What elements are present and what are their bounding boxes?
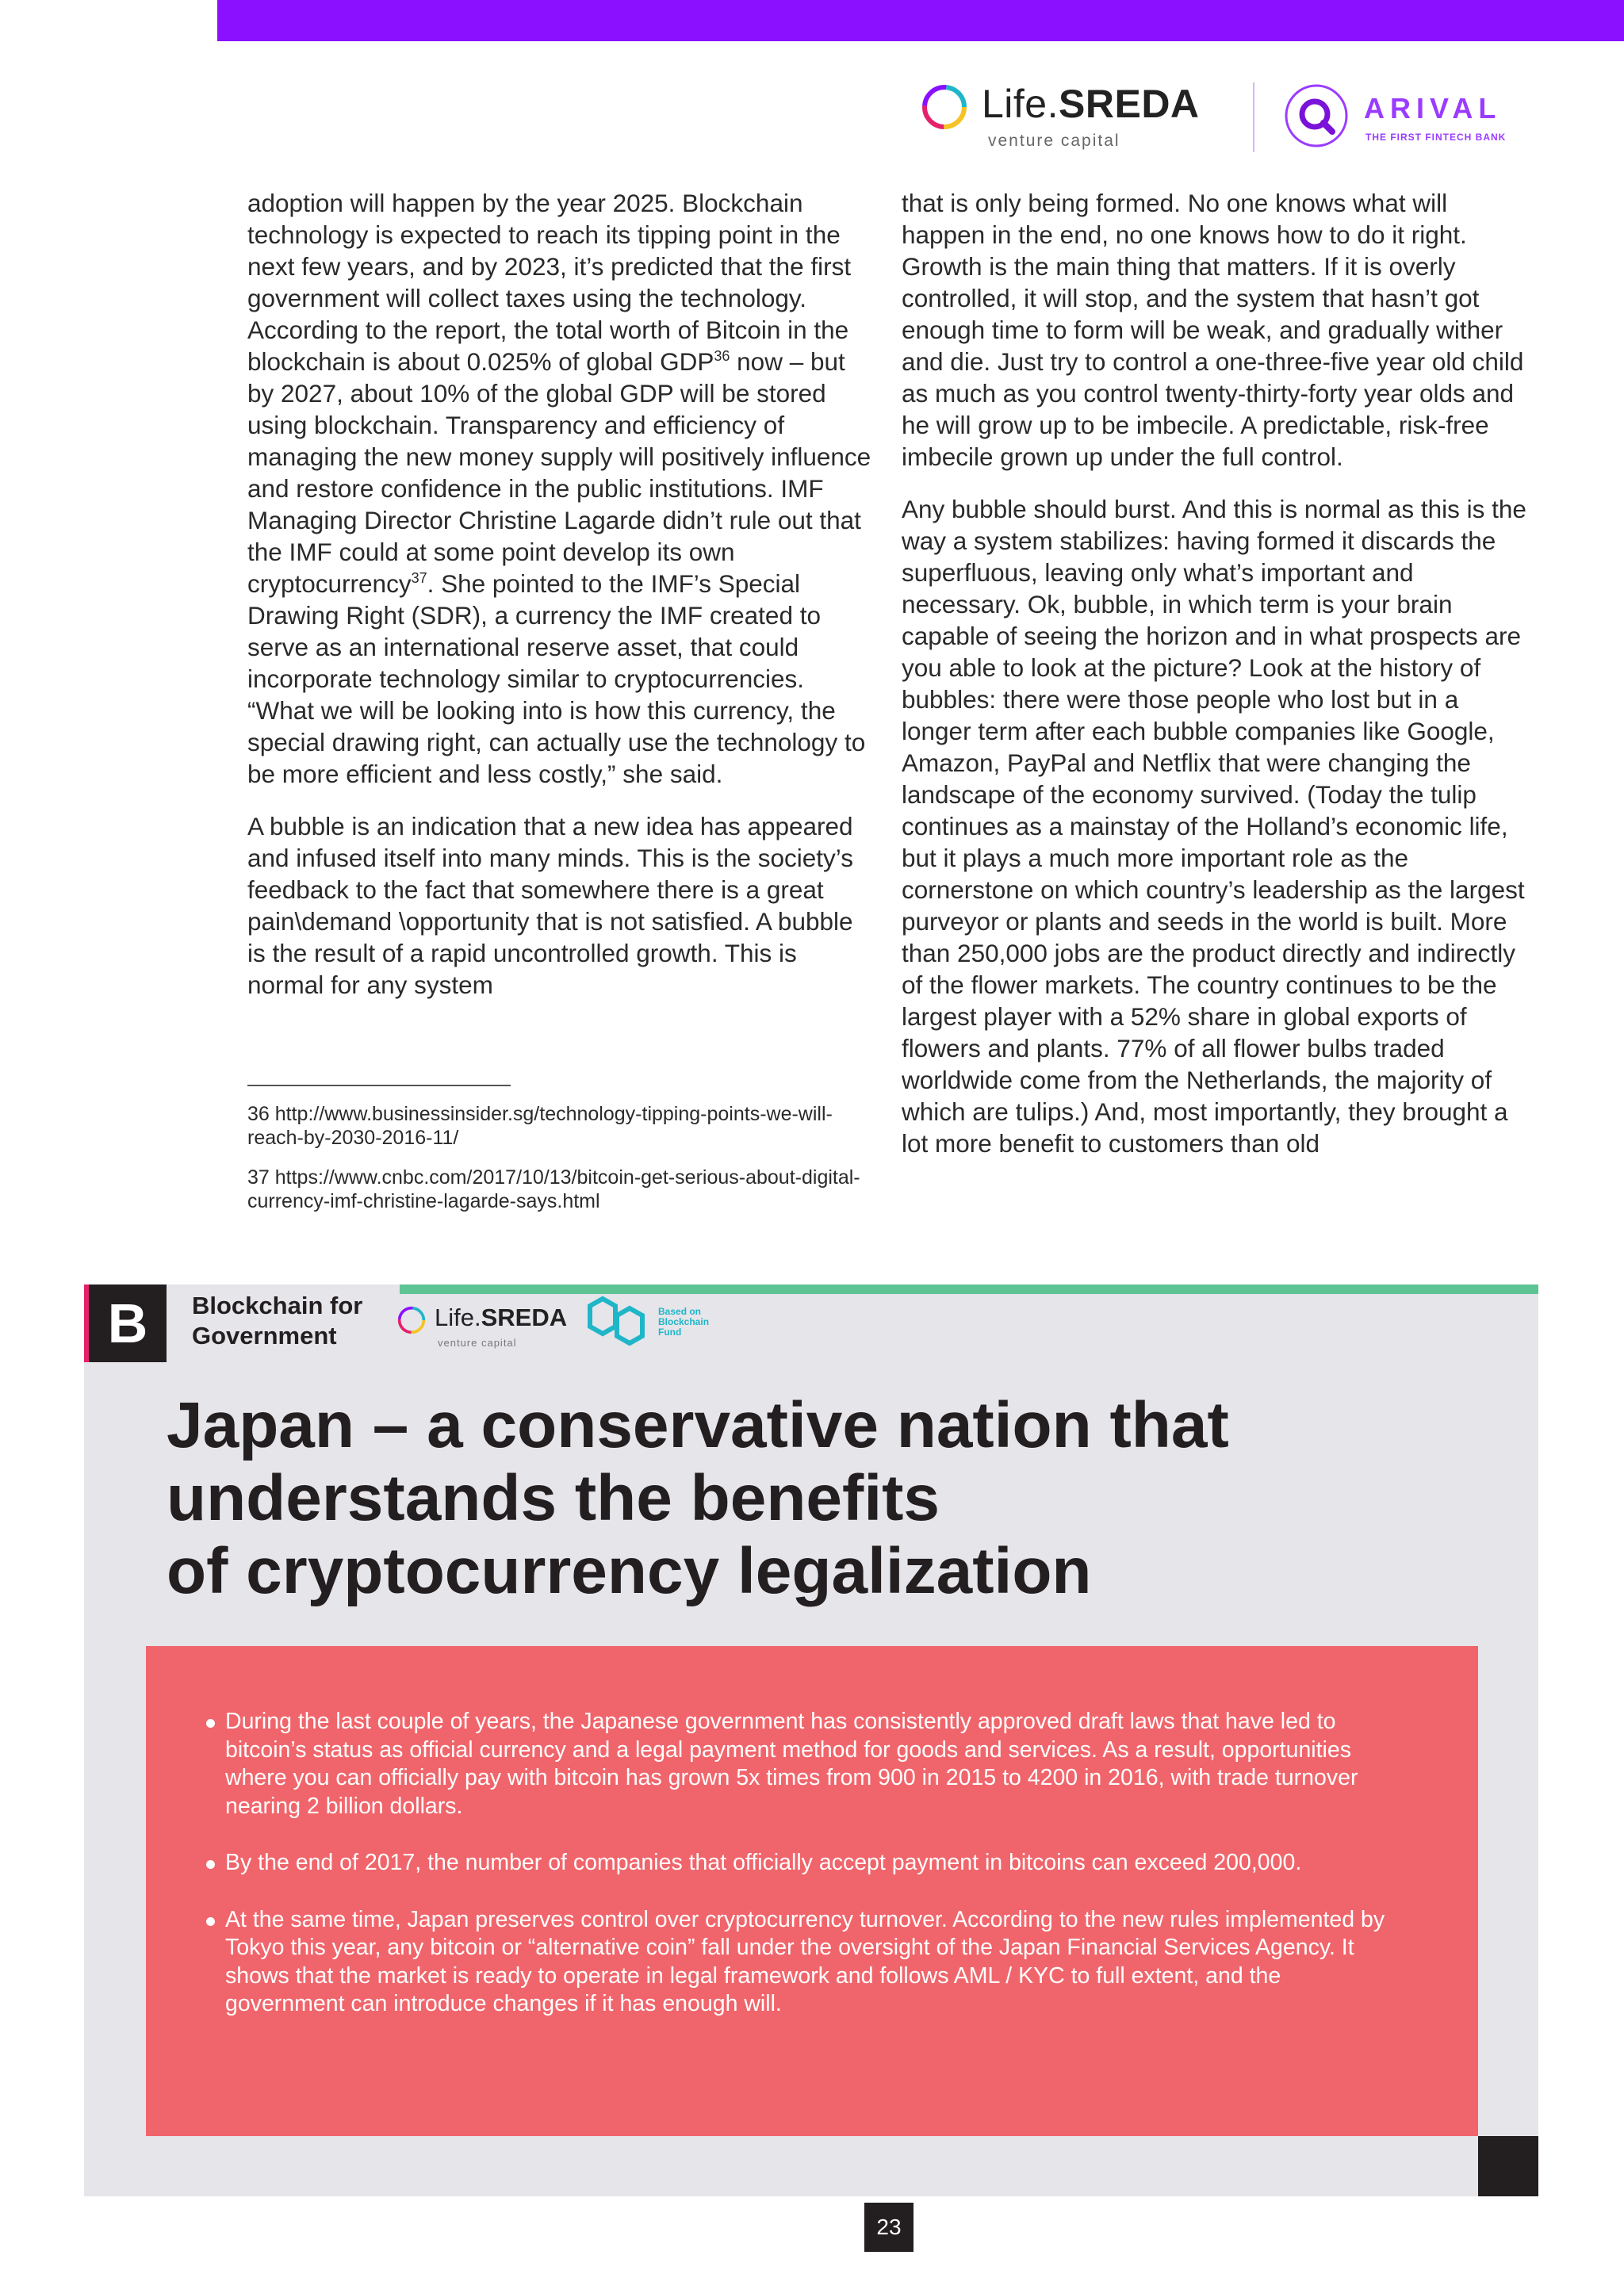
page-number: 23 xyxy=(864,2203,914,2252)
right-column xyxy=(902,187,1528,1180)
life-sreda-ring-icon xyxy=(396,1305,427,1335)
arival-wordmark: ARIVAL xyxy=(1364,92,1502,124)
based-on-blockchain-fund-logo xyxy=(587,1294,737,1350)
panel-title: Japan – a conservative nation that understands the benefits of cryptocurrency legalization xyxy=(167,1389,1229,1607)
list-item: By the end of 2017, the number of companies that officially accept payment in bitcoins can exceed 200,000. xyxy=(205,1849,1394,1878)
right-paragraph-2: Any bubble should burst. And this is normal as this is the way a system stabilizes: having formed it discards the superfluous, leaving only what’s important and necessary. Ok, bubble, in which term is your brain capable of seeing the horizon and in what prospects are you able to look at the picture? Look at the history of bubbles: there were those people who lost but in a longer term after each bubble companies like Google, Amazon, PayPal and Netflix that were changing the landscape of the economy survived. (Today the tulip continues as a mainstay of the Holland’s economic life, but it plays a much more important role as the cornerstone on which country’s leadership as the largest purveyor or plants and seeds in the world is built. More than 250,000 jobs are the product directly and indirectly of the flower markets. The country continues to be the largest player with a 52% share in global exports of flowers and plants. 77% of all flower bulbs traded worldwide come from the Netherlands, the majority of which are tulips.) And, most importantly, they brought a lot more benefit to customers than old xyxy=(902,495,1526,1158)
footnote-ref-36: 36 xyxy=(714,348,730,364)
bullet-list xyxy=(205,1708,1394,2047)
life-sreda-subtitle: venture capital xyxy=(988,132,1120,150)
panel-life-sreda-logo: Life.SREDA venture capital xyxy=(396,1304,571,1351)
section-letter-badge: B xyxy=(84,1284,167,1362)
footnote-divider xyxy=(247,1085,511,1086)
footnote-36: 36 http://www.businessinsider.sg/technology-tipping-points-we-will-reach-by-2030-2016-11/ xyxy=(247,1103,833,1149)
left-paragraph-1: adoption will happen by the year 2025. Blockchain technology is expected to reach its tipping point in the next few years, and by 2023, it’s predicted that the first government will collect taxes using the technology. According to the report, the total worth of Bitcoin in the blockchain is about 0.025% of global GDP$^{36}$ now – but by 2027, about 10% of the global GDP will be stored using blockchain. Transparency and efficiency of managing the new money supply will positively influence and restore confidence in the public institutions. IMF Managing Director Christine Lagarde didn’t rule out that the IMF could at some point develop its own cryptocurrency$^{37}$. She pointed to the IMF’s Special Drawing Right (SDR), a currency the IMF created to serve as an international reserve asset, that could incorporate technology similar to cryptocurrencies. “What we will be looking into is how this currency, the special drawing right, can actually use the technology to be more efficient and less costly,” she said. xyxy=(247,189,871,788)
life-sreda-ring-icon xyxy=(920,82,969,132)
left-column xyxy=(247,187,874,1021)
left-paragraph-2: A bubble is an indication that a new idea has appeared and infused itself into many minds. This is the society’s feedback to the fact that somewhere there is a great pain\demand \opportunity that is not satisfied. A bubble is the result of a rapid uncontrolled growth. This is normal for any system xyxy=(247,812,853,999)
header-divider xyxy=(1253,82,1254,152)
corner-block xyxy=(1478,2136,1538,2196)
footnotes xyxy=(247,1102,874,1229)
panel-green-rule xyxy=(400,1284,1538,1294)
footnote-ref-37: 37 xyxy=(411,570,427,586)
arival-tagline: THE FIRST FINTECH BANK xyxy=(1365,132,1507,143)
life-sreda-wordmark: Life.SREDA xyxy=(982,82,1200,126)
arival-logo xyxy=(1283,82,1521,154)
magnifier-icon xyxy=(1283,82,1350,149)
life-sreda-logo xyxy=(920,79,1205,155)
footnote-37: 37 https://www.cnbc.com/2017/10/13/bitcoin-get-serious-about-digital-currency-imf-christine-lagarde-says.html xyxy=(247,1166,860,1212)
bb-hexagon-icon xyxy=(587,1294,650,1346)
bb-wordmark: Based on Blockchain Fund xyxy=(658,1306,710,1338)
list-item: During the last couple of years, the Japanese government has consistently approved draft laws that have led to bitcoin’s status as official currency and a legal payment method for goods and services. As a result, opportunities where you can officially pay with bitcoin has grown 5x times from 900 in 2015 to 4200 in 2016, with trade turnover nearing 2 billion dollars. xyxy=(205,1708,1394,1820)
section-label: Blockchain for Government xyxy=(192,1292,363,1350)
list-item: At the same time, Japan preserves control over cryptocurrency turnover. According to the new rules implemented by Tokyo this year, any bitcoin or “alternative coin” fall under the oversight of the Japan Financial Services Agency. It shows that the market is ready to operate in legal framework and follows AML / KYC to full extent, and the government can introduce changes if it has enough will. xyxy=(205,1906,1394,2019)
top-accent-bar xyxy=(217,0,1624,41)
right-paragraph-1: that is only being formed. No one knows what will happen in the end, no one knows how to do it right. Growth is the main thing that matters. If it is overly controlled, it will stop, and the system that hasn’t got enough time to form will be weak, and gradually wither and die. Just try to control a one-three-five year old child as much as you control twenty-thirty-forty year olds and he will grow up to be imbecile. A predictable, risk-free imbecile grown up under the full control. xyxy=(902,189,1524,471)
